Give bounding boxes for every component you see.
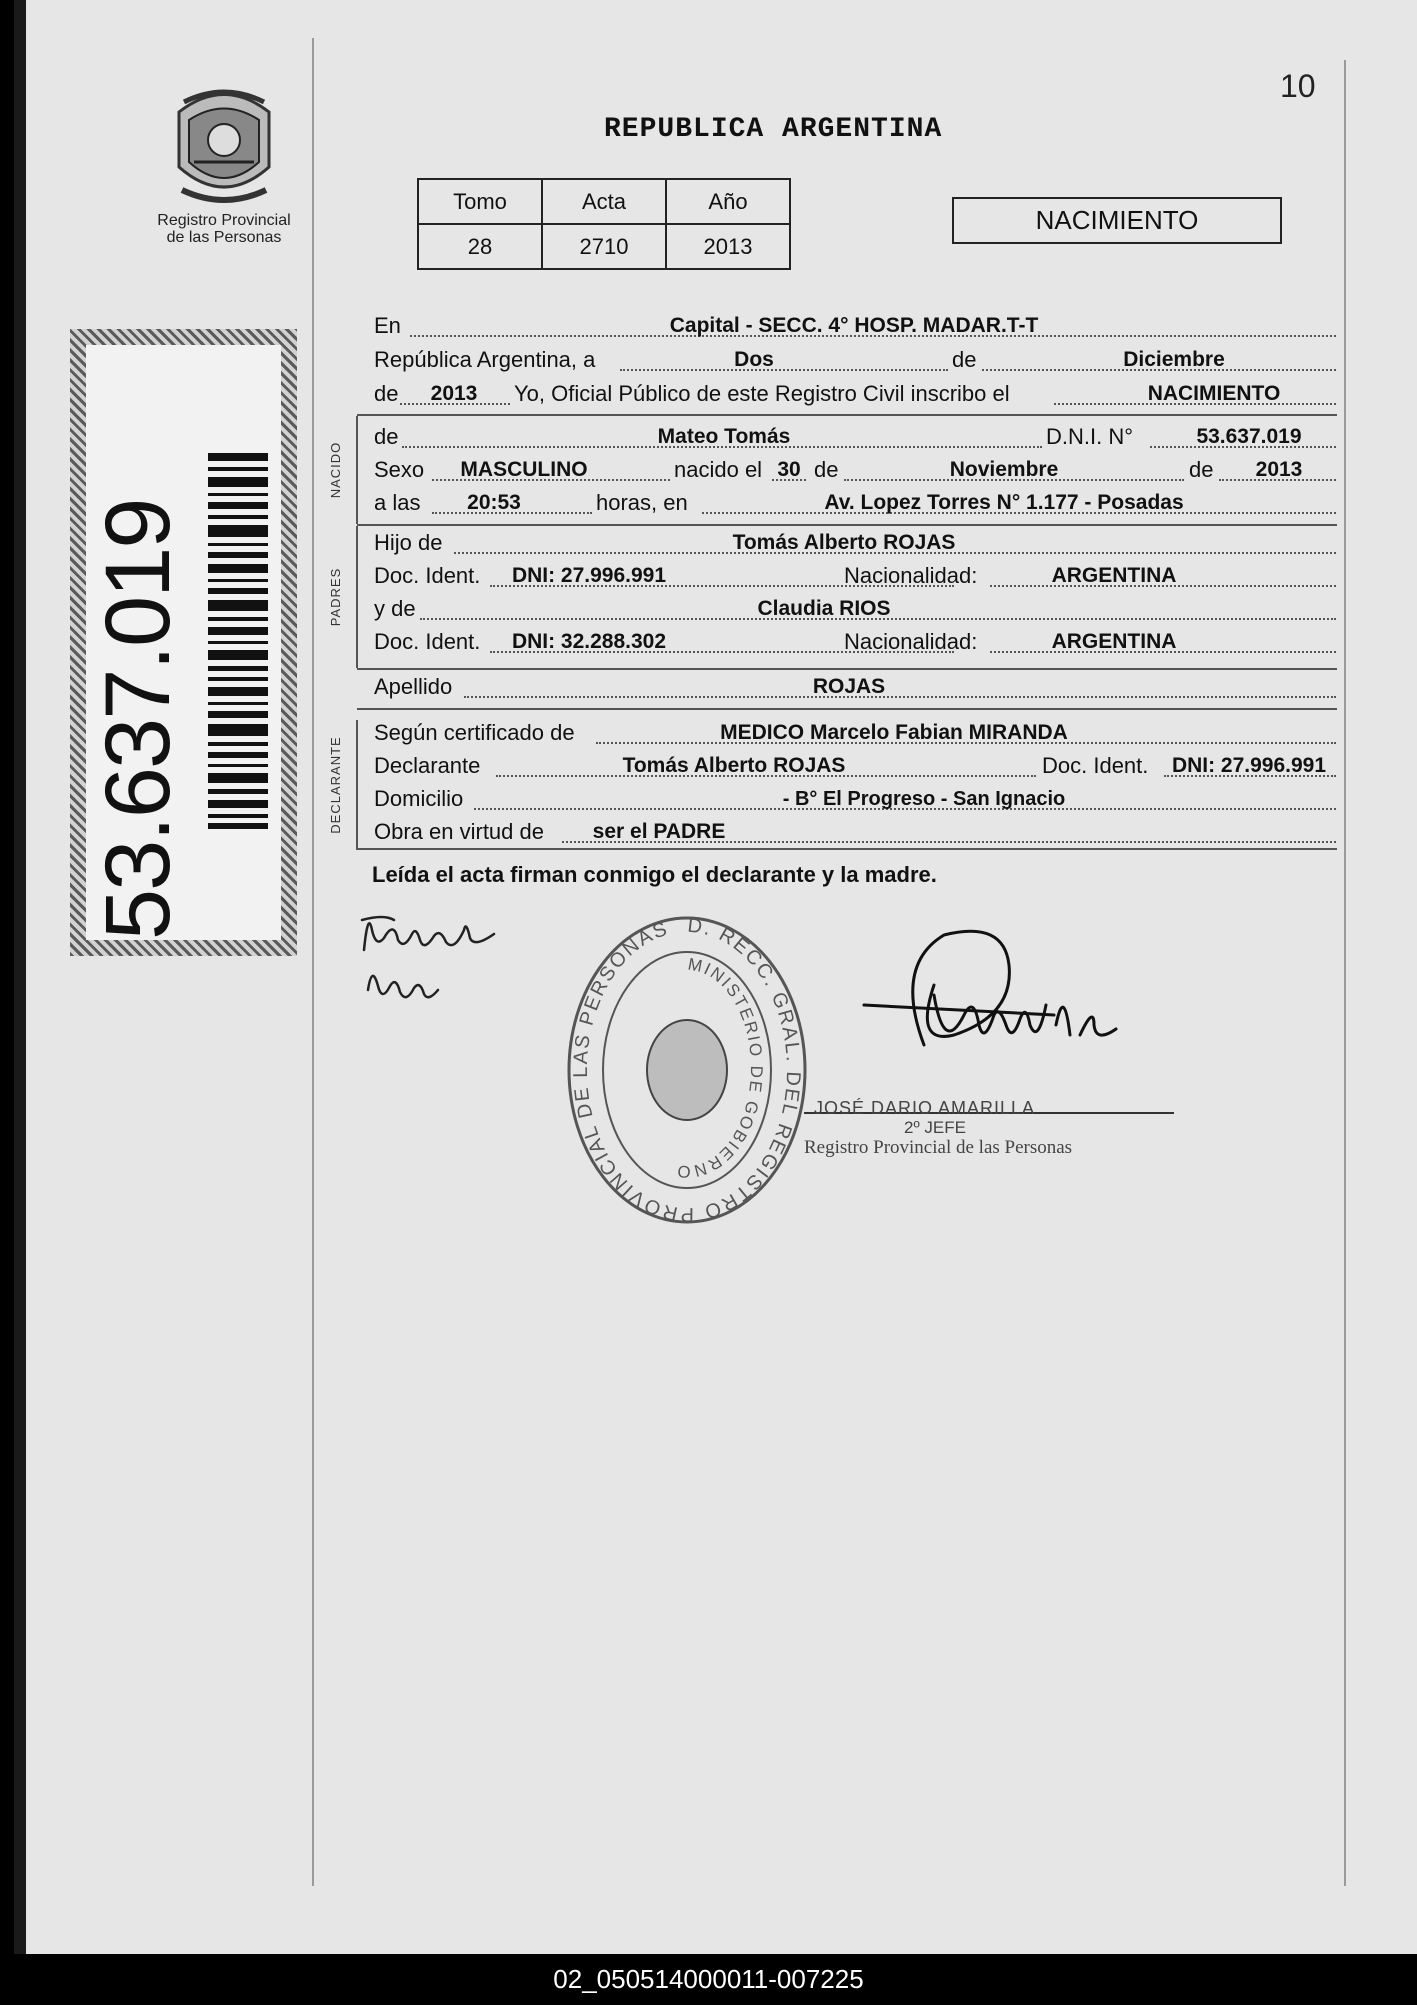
value-father-nac: ARGENTINA bbox=[1051, 564, 1177, 587]
value-father-doc: DNI: 27.996.991 bbox=[511, 564, 667, 587]
act-type-box: NACIMIENTO bbox=[952, 197, 1282, 244]
official-office: Registro Provincial de las Personas bbox=[804, 1137, 1073, 1158]
label-doc-madre: Doc. Ident. bbox=[374, 629, 481, 654]
value-birth-year: 2013 bbox=[1255, 458, 1303, 481]
value-father: Tomás Alberto ROJAS bbox=[732, 531, 956, 554]
value-year: 2013 bbox=[430, 382, 478, 405]
row-declarante bbox=[374, 749, 1336, 781]
official-signature bbox=[794, 925, 1194, 1095]
label-nac-padre: Nacionalidad: bbox=[844, 563, 978, 588]
record-value-acta: 2710 bbox=[542, 224, 666, 269]
label-de-anio: de bbox=[1189, 457, 1214, 482]
row-mother-doc bbox=[374, 625, 1336, 657]
divider-declarante-top bbox=[357, 708, 1337, 710]
label-doc-padre: Doc. Ident. bbox=[374, 563, 481, 588]
value-day: Dos bbox=[734, 348, 774, 371]
row-certificado bbox=[374, 716, 1336, 748]
page-number: 10 bbox=[1280, 68, 1316, 104]
value-sexo: MASCULINO bbox=[460, 458, 588, 481]
value-act: NACIMIENTO bbox=[1147, 382, 1281, 405]
row-y-de bbox=[374, 592, 1336, 624]
value-obra: ser el PADRE bbox=[592, 820, 726, 843]
record-header-row bbox=[418, 179, 790, 224]
label-en: En bbox=[374, 313, 401, 338]
value-declarante: Tomás Alberto ROJAS bbox=[622, 754, 846, 777]
registry-name-line1: Registro Provincial bbox=[157, 212, 291, 229]
label-nac-madre: Nacionalidad: bbox=[844, 629, 978, 654]
label-hijo-de: Hijo de bbox=[374, 530, 443, 555]
value-mother-nac: ARGENTINA bbox=[1051, 630, 1177, 653]
label-dni: D.N.I. N° bbox=[1046, 424, 1134, 449]
official-name: JOSÉ DARIO AMARILLA bbox=[814, 1098, 1036, 1118]
value-month: Diciembre bbox=[1123, 348, 1225, 371]
certificate-page bbox=[14, 0, 1417, 1954]
row-oficial bbox=[374, 377, 1336, 409]
label-horas-en: horas, en bbox=[596, 490, 688, 515]
row-domicilio bbox=[374, 782, 1336, 814]
coat-of-arms-icon bbox=[164, 82, 284, 212]
label-domicilio: Domicilio bbox=[374, 786, 464, 811]
label-oficial: Yo, Oficial Público de este Registro Civil inscribo el bbox=[514, 381, 1010, 406]
value-certificado: MEDICO Marcelo Fabian MIRANDA bbox=[720, 721, 1068, 744]
registry-name-line2: de las Personas bbox=[166, 229, 282, 246]
record-header-tomo: Tomo bbox=[418, 179, 542, 224]
value-birth-time: 20:53 bbox=[467, 491, 521, 514]
section-label-padres: PADRES bbox=[328, 567, 343, 627]
value-mother: Claudia RIOS bbox=[757, 597, 891, 620]
label-apellido: Apellido bbox=[374, 674, 453, 699]
margin-line-right bbox=[1344, 60, 1346, 1886]
record-value-row bbox=[418, 224, 790, 269]
seal-inner-text: MINISTERIO DE GOBIERNO bbox=[674, 954, 767, 1182]
section-bar-nacido bbox=[356, 416, 358, 524]
section-label-nacido: NACIDO bbox=[328, 441, 343, 499]
record-header-acta: Acta bbox=[542, 179, 666, 224]
label-declarante: Declarante bbox=[374, 753, 481, 778]
page-title: REPUBLICA ARGENTINA bbox=[604, 114, 943, 145]
row-father-doc bbox=[374, 559, 1336, 591]
registry-logo bbox=[144, 82, 304, 246]
value-child-dni: 53.637.019 bbox=[1196, 425, 1302, 448]
value-birth-day: 30 bbox=[777, 458, 801, 481]
closing-statement: Leída el acta firman conmigo el declarante y la madre. bbox=[372, 862, 937, 887]
section-label-declarante: DECLARANTE bbox=[328, 736, 343, 834]
label-doc-declarante: Doc. Ident. bbox=[1042, 753, 1149, 778]
label-certificado: Según certificado de bbox=[374, 720, 575, 745]
margin-line-left bbox=[312, 38, 314, 1886]
label-de: de bbox=[952, 347, 977, 372]
row-hora bbox=[374, 486, 1336, 518]
label-nacido-el: nacido el bbox=[674, 457, 763, 482]
official-seal bbox=[562, 910, 812, 1230]
value-domicilio: - B° El Progreso - San Ignacio bbox=[782, 788, 1066, 810]
label-sexo: Sexo bbox=[374, 457, 425, 482]
value-apellido: ROJAS bbox=[812, 675, 886, 698]
record-header-ano: Año bbox=[666, 179, 790, 224]
handwritten-signatures bbox=[354, 890, 554, 1030]
record-value-ano: 2013 bbox=[666, 224, 790, 269]
section-bar-declarante bbox=[356, 720, 358, 850]
id-number-vertical: 53.637.019 bbox=[87, 499, 189, 940]
row-name bbox=[374, 420, 1336, 452]
record-value-tomo: 28 bbox=[418, 224, 542, 269]
row-obra bbox=[374, 815, 1336, 847]
row-hijo-de bbox=[374, 526, 1336, 558]
value-birth-month: Noviembre bbox=[949, 458, 1059, 481]
label-de-mes: de bbox=[814, 457, 839, 482]
label-y-de: y de bbox=[374, 596, 416, 621]
label-republica: República Argentina, a bbox=[374, 347, 596, 372]
label-a-las: a las bbox=[374, 490, 421, 515]
row-republica bbox=[374, 343, 1336, 375]
row-apellido bbox=[374, 670, 1336, 702]
divider-closing-top bbox=[357, 848, 1337, 850]
barcode bbox=[208, 453, 268, 829]
official-block bbox=[804, 1098, 1073, 1158]
official-role: 2º JEFE bbox=[904, 1118, 966, 1137]
id-number-strip bbox=[70, 329, 297, 956]
label-obra: Obra en virtud de bbox=[374, 819, 544, 844]
left-binding-edge bbox=[14, 0, 26, 1954]
value-child-name: Mateo Tomás bbox=[657, 425, 791, 448]
value-mother-doc: DNI: 32.288.302 bbox=[511, 630, 667, 653]
label-de2: de bbox=[374, 381, 399, 406]
label-de-nombre: de bbox=[374, 424, 399, 449]
value-place: Capital - SECC. 4° HOSP. MADAR.T-T bbox=[669, 314, 1039, 337]
section-bar-padres bbox=[356, 526, 358, 668]
value-birth-place: Av. Lopez Torres N° 1.177 - Posadas bbox=[824, 491, 1184, 514]
seal-outer-text: D. RECC. GRAL. DEL REGISTRO PROVINCIAL DE LAS PERSONAS bbox=[569, 914, 805, 1226]
row-sexo bbox=[374, 453, 1336, 485]
divider-nacido-top bbox=[357, 414, 1337, 416]
row-en bbox=[374, 309, 1336, 341]
record-table bbox=[417, 178, 791, 270]
value-doc-declarante: DNI: 27.996.991 bbox=[1171, 754, 1327, 777]
scan-footer: 02_050514000011-007225 bbox=[0, 1954, 1417, 2005]
